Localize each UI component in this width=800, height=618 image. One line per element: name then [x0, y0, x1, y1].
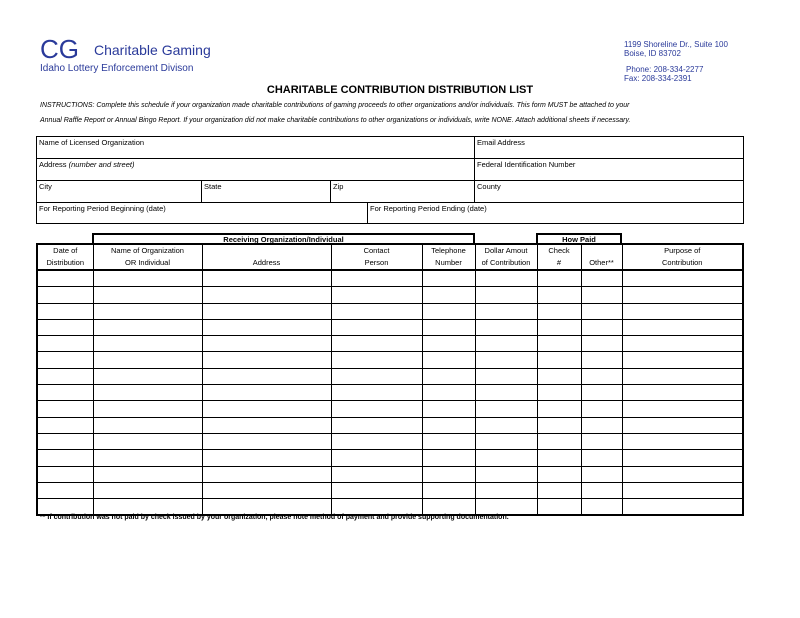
table-cell[interactable] — [202, 482, 331, 498]
table-cell[interactable] — [475, 287, 537, 303]
state-label: State — [204, 182, 222, 191]
table-cell[interactable] — [37, 270, 93, 287]
table-cell[interactable] — [37, 385, 93, 401]
table-cell[interactable] — [537, 499, 581, 516]
table-cell[interactable] — [537, 319, 581, 335]
table-cell[interactable] — [622, 482, 743, 498]
column-header-line: Other** — [589, 258, 614, 267]
table-cell[interactable] — [422, 401, 475, 417]
instructions-line2: Annual Raffle Report or Annual Bingo Report. If your organization did not make charitable contributions to other organizations or individuals, write NONE. Attach additional sheets if necessary. — [40, 117, 631, 124]
column-header — [622, 244, 743, 270]
table-cell[interactable] — [93, 466, 202, 482]
table-cell[interactable] — [331, 466, 422, 482]
address-line2: Boise, ID 83702 — [624, 49, 681, 58]
table-cell[interactable] — [537, 336, 581, 352]
table-cell[interactable] — [622, 450, 743, 466]
state-field[interactable] — [201, 180, 331, 203]
table-cell[interactable] — [422, 450, 475, 466]
address-label — [37, 159, 136, 170]
column-header-line: Person — [364, 258, 389, 267]
period-begin-field[interactable] — [36, 202, 368, 224]
table-cell[interactable] — [475, 450, 537, 466]
column-header-line: Address — [252, 258, 281, 267]
column-header — [422, 244, 475, 270]
table-cell[interactable] — [202, 319, 331, 335]
period-end-field[interactable] — [367, 202, 744, 224]
table-cell[interactable] — [202, 352, 331, 368]
table-cell[interactable] — [331, 417, 422, 433]
table-row — [37, 482, 743, 498]
table-cell[interactable] — [537, 417, 581, 433]
fein-label: Federal Identification Number — [477, 160, 576, 169]
table-cell[interactable] — [422, 270, 475, 287]
table-row — [37, 385, 743, 401]
address-label-text: Address — [39, 160, 67, 169]
phone: Phone: 208-334-2277 — [626, 65, 704, 74]
table-cell[interactable] — [622, 319, 743, 335]
table-cell[interactable] — [37, 319, 93, 335]
table-cell[interactable] — [331, 287, 422, 303]
zip-field[interactable] — [330, 180, 475, 203]
table-cell[interactable] — [37, 401, 93, 417]
table-cell[interactable] — [581, 303, 622, 319]
table-cell[interactable] — [581, 270, 622, 287]
table-cell[interactable] — [93, 319, 202, 335]
table-row — [37, 417, 743, 433]
column-header-line: # — [556, 258, 562, 267]
table-cell[interactable] — [422, 417, 475, 433]
table-row — [37, 336, 743, 352]
table-cell[interactable] — [93, 368, 202, 384]
table-cell[interactable] — [537, 303, 581, 319]
table-cell[interactable] — [537, 482, 581, 498]
table-cell[interactable] — [37, 368, 93, 384]
table-cell[interactable] — [622, 287, 743, 303]
column-header-line: Date of — [53, 246, 78, 255]
table-cell[interactable] — [93, 385, 202, 401]
table-cell[interactable] — [475, 385, 537, 401]
table-cell[interactable] — [422, 499, 475, 516]
table-row — [37, 319, 743, 335]
zip-label: Zip — [333, 182, 344, 191]
footnote: ** If contribution was not paid by check issued by your organization, please note method of payment and provide supporting documentation. — [40, 514, 509, 521]
table-cell[interactable] — [37, 352, 93, 368]
address-hint: (number and street) — [68, 160, 135, 169]
column-header-line — [203, 245, 331, 257]
period-end-label: For Reporting Period Ending (date) — [370, 204, 487, 213]
table-row — [37, 303, 743, 319]
table-cell[interactable] — [331, 303, 422, 319]
table-cell[interactable] — [537, 385, 581, 401]
table-cell[interactable] — [622, 303, 743, 319]
table-cell[interactable] — [475, 401, 537, 417]
table-cell[interactable] — [537, 450, 581, 466]
table-cell[interactable] — [331, 368, 422, 384]
table-cell[interactable] — [475, 433, 537, 449]
table-cell[interactable] — [581, 352, 622, 368]
table-cell[interactable] — [475, 352, 537, 368]
table-cell[interactable] — [581, 319, 622, 335]
table-cell[interactable] — [331, 336, 422, 352]
column-header-line: Number — [435, 258, 462, 267]
table-cell[interactable] — [93, 401, 202, 417]
org-name-field[interactable] — [36, 136, 475, 159]
table-cell[interactable] — [475, 466, 537, 482]
table-cell[interactable] — [622, 385, 743, 401]
table-cell[interactable] — [331, 319, 422, 335]
city-label: City — [39, 182, 52, 191]
table-cell[interactable] — [537, 368, 581, 384]
org-name: Charitable Gaming — [94, 42, 211, 58]
table-cell[interactable] — [331, 385, 422, 401]
table-cell[interactable] — [37, 303, 93, 319]
instructions-line1: INSTRUCTIONS: Complete this schedule if your organization made charitable contributions of gaming proceeds to other organizations and/or individuals. This form MUST be attached to your — [40, 102, 630, 109]
table-cell[interactable] — [622, 270, 743, 287]
table-cell[interactable] — [537, 466, 581, 482]
table-row — [37, 352, 743, 368]
division-name: Idaho Lottery Enforcement Divison — [40, 63, 194, 74]
address-field[interactable] — [36, 158, 475, 181]
column-header-line: Purpose of — [664, 246, 701, 255]
table-cell[interactable] — [537, 352, 581, 368]
table-cell[interactable] — [202, 450, 331, 466]
period-begin-label: For Reporting Period Beginning (date) — [39, 204, 166, 213]
table-cell[interactable] — [581, 385, 622, 401]
table-row — [37, 287, 743, 303]
table-cell[interactable] — [93, 352, 202, 368]
table-cell[interactable] — [422, 336, 475, 352]
column-header — [202, 244, 331, 270]
table-cell[interactable] — [202, 336, 331, 352]
how-paid-group-header: How Paid — [536, 233, 622, 244]
table-cell[interactable] — [537, 401, 581, 417]
column-header-line — [582, 245, 622, 257]
table-cell[interactable] — [422, 433, 475, 449]
contribution-table — [36, 243, 744, 516]
fein-field[interactable] — [474, 158, 744, 181]
table-cell[interactable] — [202, 499, 331, 516]
column-header-line: Telephone — [431, 246, 466, 255]
table-cell[interactable] — [37, 482, 93, 498]
table-cell[interactable] — [622, 368, 743, 384]
table-row — [37, 450, 743, 466]
column-header-line: Contribution — [662, 258, 703, 267]
table-row — [37, 368, 743, 384]
table-cell[interactable] — [622, 433, 743, 449]
table-cell[interactable] — [93, 270, 202, 287]
table-cell[interactable] — [537, 270, 581, 287]
table-cell[interactable] — [202, 270, 331, 287]
table-cell[interactable] — [475, 303, 537, 319]
table-cell[interactable] — [537, 287, 581, 303]
column-header-line: Distribution — [46, 258, 84, 267]
table-cell[interactable] — [475, 482, 537, 498]
table-cell[interactable] — [93, 499, 202, 516]
table-cell[interactable] — [581, 499, 622, 516]
table-cell[interactable] — [475, 417, 537, 433]
table-cell[interactable] — [422, 368, 475, 384]
receiving-group-header: Receiving Organization/Individual — [92, 233, 475, 244]
table-cell[interactable] — [331, 482, 422, 498]
table-cell[interactable] — [622, 336, 743, 352]
column-header — [475, 244, 537, 270]
table-cell[interactable] — [202, 303, 331, 319]
table-cell[interactable] — [331, 433, 422, 449]
table-cell[interactable] — [37, 450, 93, 466]
table-cell[interactable] — [475, 336, 537, 352]
table-cell[interactable] — [37, 466, 93, 482]
table-cell[interactable] — [475, 270, 537, 287]
table-cell[interactable] — [581, 433, 622, 449]
table-cell[interactable] — [331, 450, 422, 466]
column-header-line: Contact — [363, 246, 390, 255]
table-cell[interactable] — [331, 270, 422, 287]
table-cell[interactable] — [581, 287, 622, 303]
table-cell[interactable] — [202, 368, 331, 384]
table-cell[interactable] — [202, 433, 331, 449]
table-cell[interactable] — [537, 433, 581, 449]
table-cell[interactable] — [93, 417, 202, 433]
city-field[interactable] — [36, 180, 202, 203]
table-cell[interactable] — [422, 352, 475, 368]
table-cell[interactable] — [581, 401, 622, 417]
table-cell[interactable] — [422, 385, 475, 401]
email-field[interactable] — [474, 136, 744, 159]
address-line1: 1199 Shoreline Dr., Suite 100 — [624, 40, 728, 49]
column-header — [37, 244, 93, 270]
column-header — [581, 244, 622, 270]
table-cell[interactable] — [622, 352, 743, 368]
table-cell[interactable] — [93, 482, 202, 498]
table-cell[interactable] — [202, 417, 331, 433]
fax: Fax: 208-334-2391 — [624, 74, 692, 83]
table-cell[interactable] — [581, 450, 622, 466]
table-cell[interactable] — [93, 433, 202, 449]
table-cell[interactable] — [37, 433, 93, 449]
county-field[interactable] — [474, 180, 744, 203]
table-cell[interactable] — [475, 319, 537, 335]
table-cell[interactable] — [202, 287, 331, 303]
table-cell[interactable] — [422, 303, 475, 319]
column-header — [331, 244, 422, 270]
table-cell[interactable] — [202, 401, 331, 417]
column-header-line: OR Individual — [124, 258, 171, 267]
table-cell[interactable] — [422, 466, 475, 482]
page-title: CHARITABLE CONTRIBUTION DISTRIBUTION LIST — [266, 84, 534, 96]
table-cell[interactable] — [202, 385, 331, 401]
column-header-line: Dollar Amout — [484, 246, 528, 255]
table-row — [37, 270, 743, 287]
table-cell[interactable] — [475, 368, 537, 384]
column-header — [537, 244, 581, 270]
table-cell[interactable] — [581, 336, 622, 352]
column-header-line: of Contribution — [481, 258, 531, 267]
table-cell[interactable] — [422, 287, 475, 303]
table-cell[interactable] — [581, 368, 622, 384]
table-cell[interactable] — [37, 499, 93, 516]
table-cell[interactable] — [622, 499, 743, 516]
table-row — [37, 433, 743, 449]
table-cell[interactable] — [422, 319, 475, 335]
org-label: Name of Licensed Organization — [39, 138, 145, 147]
table-cell[interactable] — [37, 287, 93, 303]
table-row — [37, 466, 743, 482]
table-cell[interactable] — [581, 417, 622, 433]
table-cell[interactable] — [93, 303, 202, 319]
table-cell[interactable] — [37, 417, 93, 433]
table-cell[interactable] — [37, 336, 93, 352]
table-cell[interactable] — [622, 466, 743, 482]
table-cell[interactable] — [202, 466, 331, 482]
cg-logo: CG — [40, 34, 79, 64]
table-cell[interactable] — [93, 287, 202, 303]
table-cell[interactable] — [475, 499, 537, 516]
table-row — [37, 401, 743, 417]
table-cell[interactable] — [93, 336, 202, 352]
column-header — [93, 244, 202, 270]
county-label: County — [477, 182, 501, 191]
table-cell[interactable] — [581, 482, 622, 498]
table-cell[interactable] — [331, 401, 422, 417]
table-row — [37, 499, 743, 516]
column-header-line: Name of Organization — [111, 246, 184, 255]
table-cell[interactable] — [331, 499, 422, 516]
table-cell[interactable] — [622, 417, 743, 433]
table-cell[interactable] — [93, 450, 202, 466]
column-header-line: Check — [548, 246, 570, 255]
table-cell[interactable] — [622, 401, 743, 417]
table-cell[interactable] — [581, 466, 622, 482]
email-label: Email Address — [477, 138, 525, 147]
table-cell[interactable] — [422, 482, 475, 498]
table-cell[interactable] — [331, 352, 422, 368]
